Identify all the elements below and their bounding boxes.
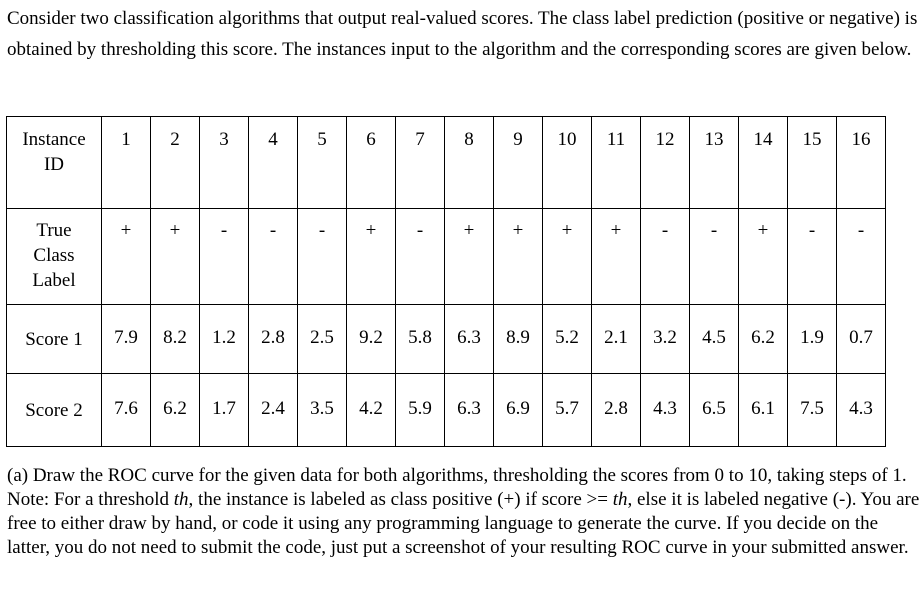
instance-id-cell: 5 [298,117,347,209]
score1-cell: 2.5 [298,305,347,374]
score1-cell: 1.9 [788,305,837,374]
instance-id-cell: 15 [788,117,837,209]
task-text-after: , else it is labeled negative (-). You are free to either draw by hand, or code it using any programming language to generate the curve. If you decide on the latter, you do not need to submit the code, just put a screenshot of your resulting ROC curve in your submitted answer. [7,489,920,558]
instance-id-cell: 12 [641,117,690,209]
row-header-line: Class [33,245,75,266]
instance-id-cell: 14 [739,117,788,209]
row-header-line: ID [43,154,65,175]
instance-id-cell: 10 [543,117,592,209]
score2-cell: 4.2 [347,374,396,447]
instance-score-table [6,116,886,447]
row-header: Score 1 [7,305,102,374]
class-label-cell: + [494,209,543,305]
true-class-label-row [7,209,886,305]
class-label-cell: + [739,209,788,305]
score2-cell: 2.4 [249,374,298,447]
instance-id-cell: 9 [494,117,543,209]
row-header-line: Label [32,270,76,291]
intro-paragraph: Consider two classification algorithms that output real-valued scores. The class label prediction (positive or negative) is obtained by thresholding this score. The instances input to the algorithm and the corresponding scores are given below. [7,8,918,60]
score2-cell: 5.9 [396,374,445,447]
score1-cell: 8.9 [494,305,543,374]
instance-id-cell: 3 [200,117,249,209]
score1-row [7,305,886,374]
class-label-cell: + [445,209,494,305]
class-label-cell: - [298,209,347,305]
class-label-cell: - [200,209,249,305]
threshold-variable: th [173,489,189,510]
score1-cell: 0.7 [837,305,886,374]
row-header [7,117,102,209]
instance-id-cell: 16 [837,117,886,209]
score2-cell: 4.3 [641,374,690,447]
instance-id-cell: 2 [151,117,200,209]
score2-cell: 2.8 [592,374,641,447]
score2-row [7,374,886,447]
class-label-cell: + [347,209,396,305]
score1-cell: 6.3 [445,305,494,374]
score1-cell: 7.9 [102,305,151,374]
class-label-cell: + [151,209,200,305]
score1-cell: 8.2 [151,305,200,374]
score2-cell: 6.9 [494,374,543,447]
class-label-cell: - [837,209,886,305]
score1-cell: 5.2 [543,305,592,374]
instance-id-cell: 7 [396,117,445,209]
score1-cell: 5.8 [396,305,445,374]
score2-cell: 6.3 [445,374,494,447]
score2-cell: 6.5 [690,374,739,447]
score1-cell: 2.1 [592,305,641,374]
row-header: Score 2 [7,374,102,447]
instance-id-cell: 4 [249,117,298,209]
score1-cell: 9.2 [347,305,396,374]
instance-id-cell: 13 [690,117,739,209]
row-header [7,209,102,305]
score2-cell: 5.7 [543,374,592,447]
class-label-cell: + [102,209,151,305]
threshold-variable: th [612,489,628,510]
score1-cell: 1.2 [200,305,249,374]
instance-id-cell: 6 [347,117,396,209]
task-paragraph [7,464,921,560]
score2-cell: 7.5 [788,374,837,447]
task-text-middle: , the instance is labeled as class positive (+) if score >= [188,489,613,510]
class-label-cell: - [788,209,837,305]
class-label-cell: + [592,209,641,305]
score1-cell: 4.5 [690,305,739,374]
score2-cell: 6.2 [151,374,200,447]
class-label-cell: - [249,209,298,305]
score2-cell: 3.5 [298,374,347,447]
score1-cell: 6.2 [739,305,788,374]
row-header-line: Instance [22,129,86,150]
instance-id-cell: 1 [102,117,151,209]
instance-id-cell: 8 [445,117,494,209]
class-label-cell: - [690,209,739,305]
score1-cell: 2.8 [249,305,298,374]
class-label-cell: - [641,209,690,305]
row-header-line: True [36,220,72,241]
score2-cell: 1.7 [200,374,249,447]
instance-id-row [7,117,886,209]
score1-cell: 3.2 [641,305,690,374]
score2-cell: 7.6 [102,374,151,447]
class-label-cell: + [543,209,592,305]
task-text-before: (a) Draw the ROC curve for the given data for both algorithms, thresholding the scores from 0 to 10, taking steps of 1. Note: For a threshold [7,465,907,510]
score2-cell: 6.1 [739,374,788,447]
class-label-cell: - [396,209,445,305]
instance-id-cell: 11 [592,117,641,209]
score2-cell: 4.3 [837,374,886,447]
